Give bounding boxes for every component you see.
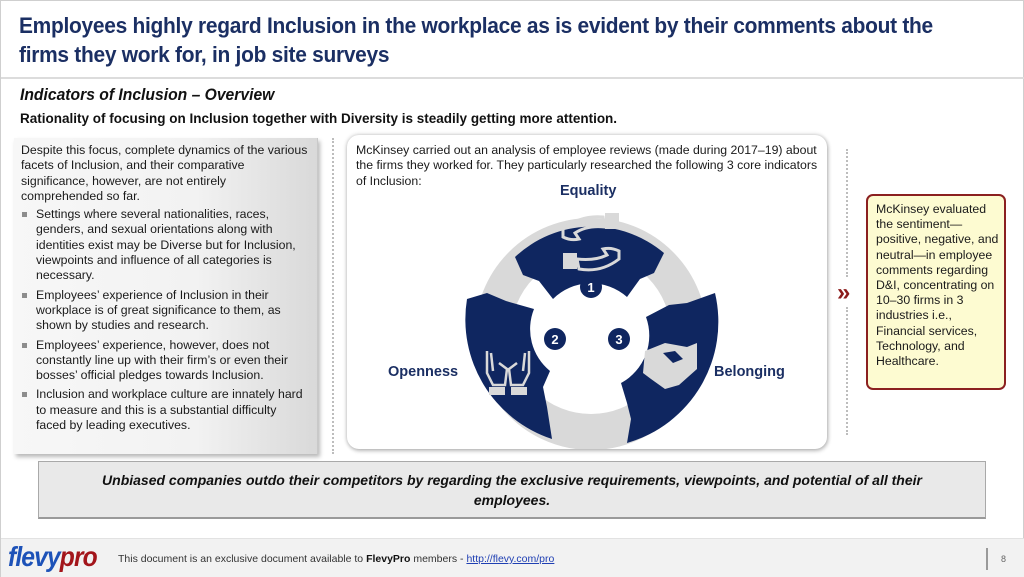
footer-disclaimer: This document is an exclusive document available to FlevyPro members - http://flevy.com/pro [118,553,555,565]
flevy-pro-link[interactable]: http://flevy.com/pro [466,553,555,565]
page-number-divider [986,548,988,570]
square-bullet-icon [22,212,27,217]
badge-3 [608,328,630,350]
dotted-divider-right-bottom [846,307,848,435]
dotted-divider-right-top [846,149,848,277]
label-openness: Openness [388,364,459,380]
label-belonging: Belonging [714,364,785,380]
svg-text:1: 1 [587,280,595,295]
square-bullet-icon [22,343,27,348]
conclusion-text: Unbiased companies outdo their competitors by regarding the exclusive requirements, viewpoints, and potential of all their employees. [102,471,922,508]
lead-statement: Rationality of focusing on Inclusion together with Diversity is steadily getting more attention. [20,111,618,126]
title-divider [1,77,1024,79]
square-bullet-icon [22,392,27,397]
indicators-description: McKinsey carried out an analysis of employee reviews (made during 2017–19) about the firms they worked for. They particularly researched the following 3 core indicators of Inclusion: [356,143,818,188]
inclusion-cycle-diagram [451,193,731,449]
footer [1,538,1024,577]
segment-openness [465,293,552,439]
badge-2 [544,328,566,350]
label-equality: Equality [560,183,617,199]
svg-text:2: 2 [551,332,559,347]
double-chevron-right-icon: » [837,279,851,306]
context-bullet: Inclusion and workplace culture are innately hard to measure and this is a substantial difficulty faced by leading executives. [21,387,309,433]
dotted-divider-left [332,138,334,454]
svg-text:3: 3 [615,332,623,347]
page-title: Employees highly regard Inclusion in the workplace as is evident by their comments about the firms they work for, in job site surveys [19,13,933,67]
page-number: 8 [1001,554,1007,564]
context-panel [14,138,318,454]
conclusion-banner [38,461,986,519]
context-intro: Despite this focus, complete dynamics of the various facets of Inclusion, and their comparative significance, however, are not entirely comprehended so far. [21,143,308,203]
context-bullet-list [21,207,309,433]
context-bullet: Employees’ experience of Inclusion in their workplace is of great significance to them, as shown by studies and research. [21,288,309,334]
square-bullet-icon [22,293,27,298]
methodology-note: McKinsey evaluated the sentiment—positive, negative, and neutral—in employee comments regarding D&I, concentrating on 10–30 firms in 3 industries i.e., Financial services, Technology, and Healthcare. [866,194,1006,390]
context-bullet: Settings where several nationalities, races, genders, and sexual orientations along with identities exist may be Diverse but for Inclusion, viewpoints and influence of all categories is necessary. [21,207,309,283]
context-bullet: Employees’ experience, however, does not constantly line up with their firm’s or even their bosses’ official pledges towards Inclusion. [21,338,309,384]
badge-1 [580,276,602,298]
section-subtitle: Indicators of Inclusion – Overview [20,86,275,104]
flevypro-logo: flevypro [8,541,97,572]
indicators-card [347,135,827,449]
